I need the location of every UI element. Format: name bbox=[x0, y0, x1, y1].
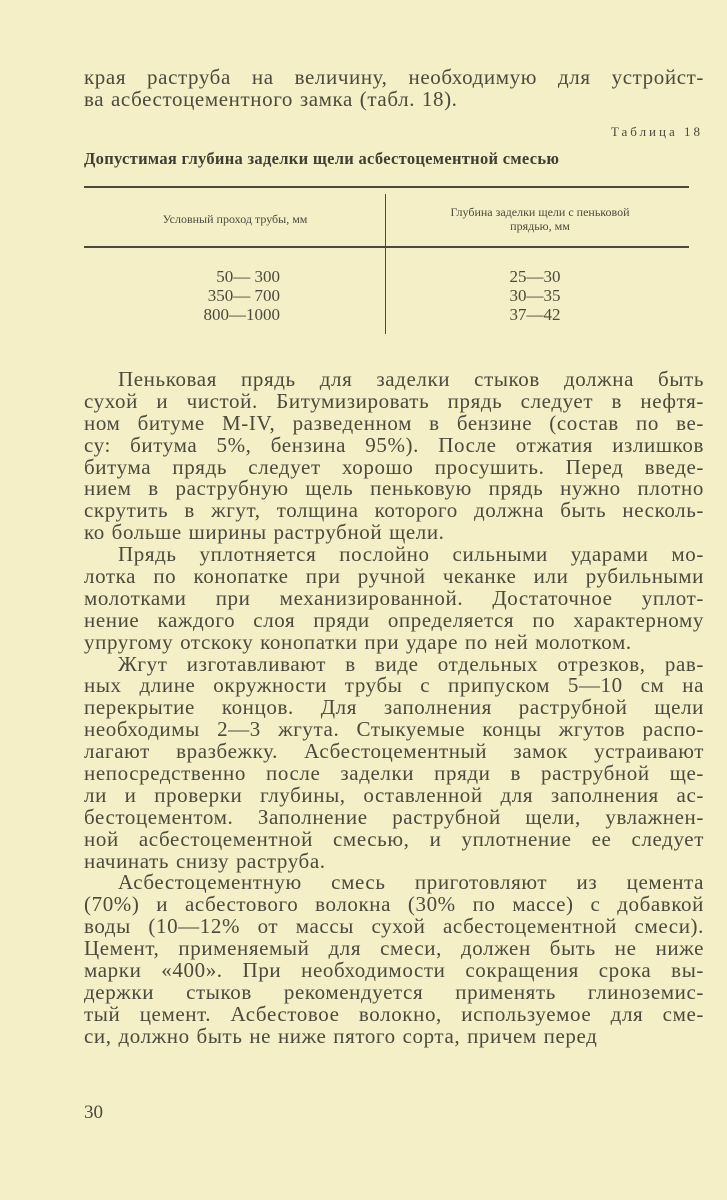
table-header-depth: Глубина заделки щели с пеньковой прядью, мм bbox=[450, 205, 630, 233]
text-line: непосредственно после заделки пряди в раструбной ще- bbox=[84, 761, 704, 786]
text-line: воды (10—12% от массы сухой асбестоцементной смеси). bbox=[84, 914, 704, 939]
text-line: битума прядь следует хорошо просушить. Перед введе- bbox=[84, 454, 704, 479]
table-cell: 37—42 bbox=[509, 305, 561, 324]
text-line: Жгут изготавливают в виде отдельных отрезков, рав- bbox=[118, 651, 704, 676]
text-line: ко больше ширины раструбной щели. bbox=[84, 520, 445, 545]
text-line: края раструба на величину, необходимую для устройст- bbox=[84, 65, 704, 89]
text-line: Прядь уплотняется послойно сильными ударами мо- bbox=[118, 542, 704, 567]
table-cell: 800—1000 bbox=[203, 305, 280, 324]
table-cell: 25—30 bbox=[509, 267, 561, 286]
text-line: скрутить в жгут, толщина которого должна быть несколь- bbox=[84, 498, 704, 523]
text-line: держки стыков рекомендуется применять глиноземис- bbox=[84, 979, 704, 1004]
table-col-depth bbox=[490, 267, 580, 324]
table-column-divider bbox=[385, 194, 386, 334]
body-text bbox=[84, 369, 704, 1048]
text-line: бестоцементом. Заполнение раструбной щели, увлажнен- bbox=[84, 804, 704, 829]
table-title: Допустимая глубина заделки щели асбестоцементной смесью bbox=[84, 149, 560, 168]
text-line: су: битума 5%, бензина 95%). После отжатия излишков bbox=[84, 432, 704, 457]
table-col-diameter bbox=[190, 267, 280, 324]
text-line: начинать снизу раструба. bbox=[84, 848, 326, 873]
table-label: Таблица 18 bbox=[610, 124, 703, 139]
text-line: необходимы 2—3 жгута. Стыкуемые концы жгутов распо- bbox=[84, 717, 704, 742]
text-line: нием в раструбную щель пеньковую прядь нужно плотно bbox=[84, 476, 704, 501]
page-number: 30 bbox=[84, 1102, 103, 1123]
table-top-rule bbox=[84, 186, 689, 188]
text-line: тый цемент. Асбестовое волокно, используемое для сме- bbox=[84, 1001, 704, 1026]
table-cell: 50— 300 bbox=[216, 267, 280, 286]
paragraph bbox=[84, 651, 704, 873]
text-line: ва асбестоцементного замка (табл. 18). bbox=[84, 86, 458, 111]
paragraph bbox=[84, 369, 704, 544]
paragraph bbox=[84, 544, 704, 653]
text-line: Асбестоцементную смесь приготовляют из цемента bbox=[118, 870, 704, 895]
paragraph bbox=[84, 872, 704, 1047]
text-line: молотками при механизированной. Достаточное уплот- bbox=[84, 585, 704, 610]
intro-text bbox=[84, 67, 704, 111]
table-cell: 30—35 bbox=[509, 286, 561, 305]
text-line: си, должно быть не ниже пятого сорта, причем перед bbox=[84, 1023, 598, 1048]
text-line: ной асбестоцементной смесью, и уплотнение ее следует bbox=[84, 826, 704, 851]
text-line: (70%) и асбестового волокна (30% по массе) с добавкой bbox=[84, 892, 704, 917]
text-line: нение каждого слоя пряди определяется по характерному bbox=[84, 607, 704, 632]
text-line: ных длине окружности трубы с припуском 5—10 см на bbox=[84, 673, 704, 698]
text-line: ном битуме М-IV, разведенном в бензине (состав по ве- bbox=[84, 410, 704, 435]
table-header-diameter: Условный проход трубы, мм bbox=[162, 212, 308, 226]
text-line: Пеньковая прядь для заделки стыков должна быть bbox=[118, 367, 704, 391]
text-line: упругому отскоку конопатки при ударе по ней молотком. bbox=[84, 629, 632, 654]
text-line: лагают вразбежку. Асбестоцементный замок устраивают bbox=[84, 739, 704, 764]
text-line: Цемент, применяемый для смеси, должен быть не ниже bbox=[84, 936, 704, 961]
table-cell: 350— 700 bbox=[207, 286, 280, 305]
text-line: лотка по конопатке при ручной чеканке или рубильными bbox=[84, 564, 704, 589]
text-line: марки «400». При необходимости сокращения срока вы- bbox=[84, 958, 704, 983]
text-line: ли и проверки глубины, оставленной для заполнения ас- bbox=[84, 782, 704, 807]
text-line: перекрытие концов. Для заполнения раструбной щели bbox=[84, 695, 704, 720]
table-header-rule bbox=[84, 246, 689, 248]
text-line: сухой и чистой. Битумизировать прядь следует в нефтя- bbox=[84, 388, 704, 413]
